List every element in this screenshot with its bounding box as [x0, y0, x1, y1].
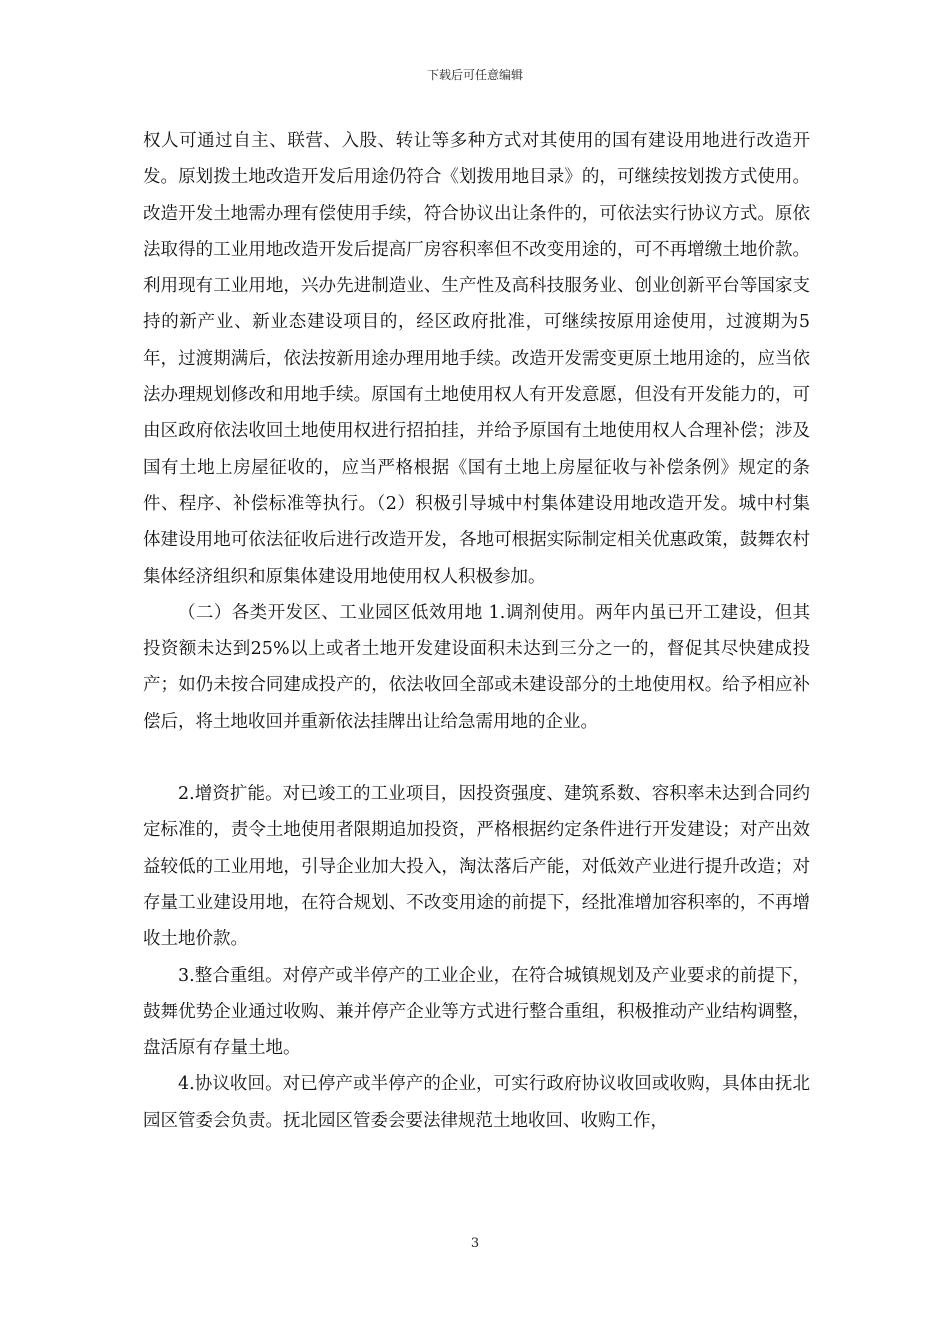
paragraph-gap	[143, 740, 810, 776]
paragraph-development-zones: （二）各类开发区、工业园区低效用地 1.调剂使用。两年内虽已开工建设，但其投资额未达到25%以上或者土地开发建设面积未达到三分之一的，督促其尽快建成投产；如仍未按合同建成投产的，依法收回全部或未建设部分的土地使用权。给予相应补偿后，将土地收回并重新依法挂牌出让给急需用地的企业。	[143, 602, 810, 732]
paragraph-agreement-recovery: 4.协议收回。对已停产或半停产的企业，可实行政府协议收回或收购，具体由抚北园区管委会负责。抚北园区管委会要法律规范土地收回、收购工作，	[143, 1074, 810, 1131]
paragraph-restructuring: 3.整合重组。对停产或半停产的工业企业，在符合城镇规划及产业要求的前提下，鼓舞优势企业通过收购、兼并停产企业等方式进行整合重组，积极推动产业结构调整，盘活原有存量土地。	[143, 965, 810, 1059]
paragraph-land-redevelopment: 权人可通过自主、联营、入股、转让等多种方式对其使用的国有建设用地进行改造开发。原划拨土地改造开发后用途仍符合《划拨用地目录》的，可继续按划拨方式使用。改造开发土地需办理有偿使用手续，符合协议出让条件的，可依法实行协议方式。原依法取得的工业用地改造开发后提高厂房容积率但不改变用途的，可不再增缴土地价款。利用现有工业用地，兴办先进制造业、生产性及高科技服务业、创业创新平台等国家支持的新产业、新业态建设项目的，经区政府批准，可继续按原用途使用，过渡期为5年，过渡期满后，依法按新用途办理用地手续。改造开发需变更原土地用途的，应当依法办理规划修改和用地手续。原国有土地使用权人有开发意愿，但没有开发能力的，可由区政府依法收回土地使用权进行招拍挂，并给予原国有土地使用权人合理补偿；涉及国有土地上房屋征收的，应当严格根据《国有土地上房屋征收与补偿条例》规定的条件、程序、补偿标准等执行。（2）积极引导城中村集体建设用地改造开发。城中村集体建设用地可依法征收后进行改造开发，各地可根据实际制定相关优惠政策，鼓舞农村集体经济组织和原集体建设用地使用权人积极参加。	[143, 131, 810, 587]
page-header-note: 下载后可任意编辑	[426, 68, 523, 82]
document-body	[143, 123, 810, 1139]
page-number: 3	[470, 1236, 480, 1251]
paragraph-capacity-expansion: 2.增资扩能。对已竣工的工业项目，因投资强度、建筑系数、容积率未达到合同约定标准的，责令土地使用者限期追加投资，严格根据约定条件进行开发建设；对产出效益较低的工业用地，引导企业加大投入，淘汰落后产能，对低效产业进行提升改造；对存量工业建设用地，在符合规划、不改变用途的前提下，经批准增加容积率的，不再增收土地价款。	[143, 784, 810, 950]
